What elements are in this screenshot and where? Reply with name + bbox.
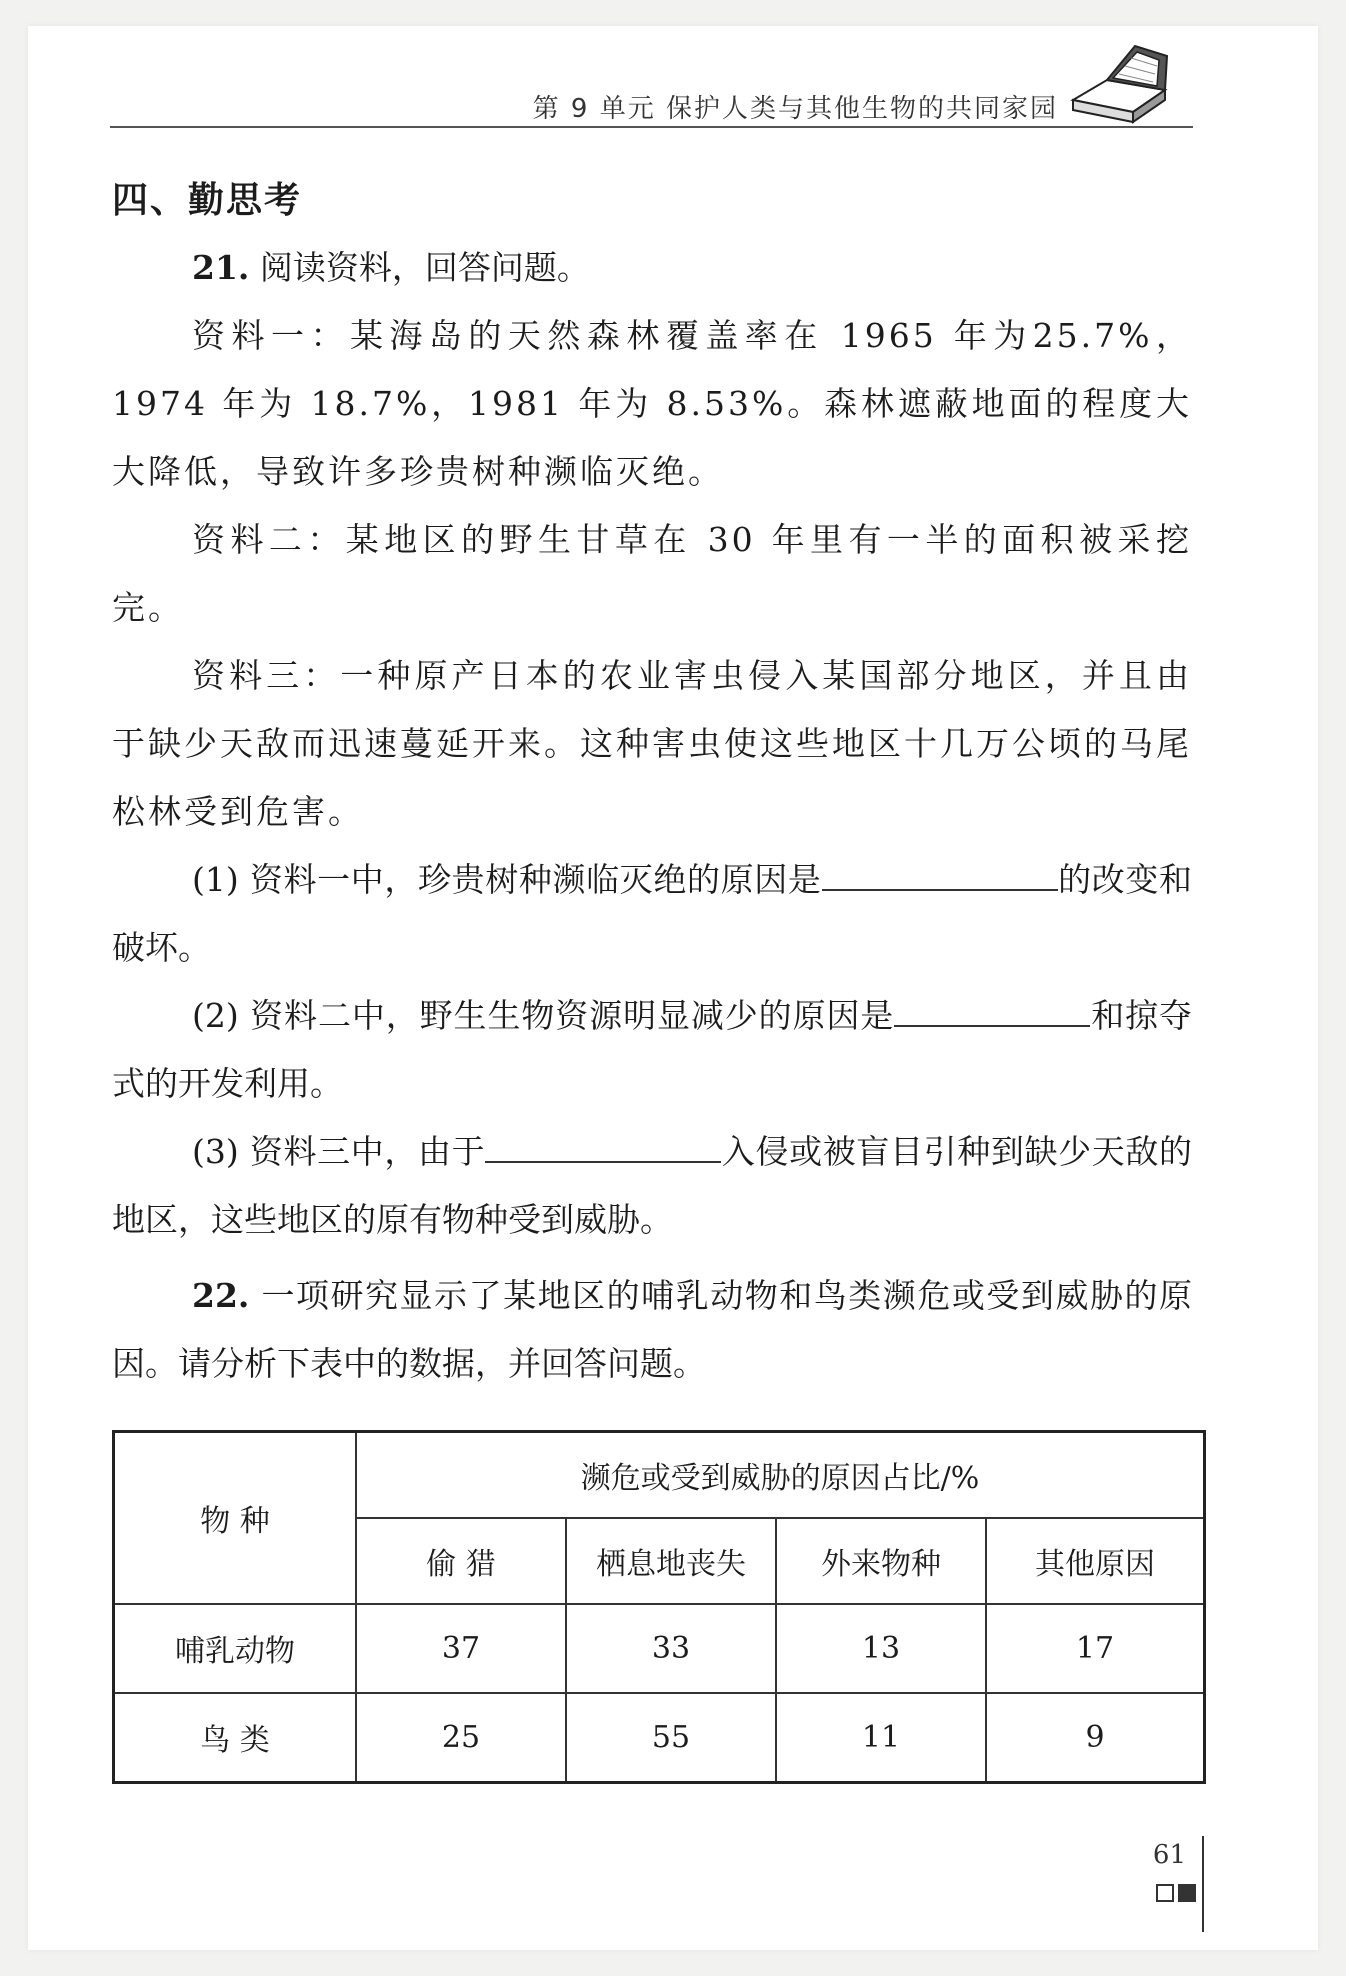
table-row xyxy=(114,1604,1205,1693)
q21-prompt: 阅读资料，回答问题。 xyxy=(259,248,590,287)
table-cell: 25 xyxy=(356,1693,566,1783)
q21-sub-3: (3) 资料三中，由于 入侵或被盲目引种到缺少天敌的地区，这些地区的原有物种受到威胁。 xyxy=(112,1118,1192,1254)
threat-causes-table xyxy=(112,1430,1206,1784)
table-header-row xyxy=(114,1432,1205,1518)
answer-blank-3[interactable] xyxy=(485,1127,721,1163)
page-header xyxy=(110,78,1193,128)
table-cell: 17 xyxy=(986,1604,1205,1693)
q21-sub-2: (2) 资料二中，野生生物资源明显减少的原因是 和掠夺式的开发利用。 xyxy=(112,982,1192,1118)
table-row xyxy=(114,1693,1205,1783)
question-22 xyxy=(112,1262,1192,1398)
footer-rule xyxy=(1202,1836,1204,1932)
column-header: 外来物种 xyxy=(776,1518,986,1604)
column-header: 偷 猎 xyxy=(356,1518,566,1604)
group-header: 濒危或受到威胁的原因占比/% xyxy=(356,1432,1205,1518)
q21-heading xyxy=(112,234,1192,302)
page-marks xyxy=(1156,1884,1196,1902)
table-cell: 33 xyxy=(566,1604,776,1693)
row-label: 哺乳动物 xyxy=(114,1604,357,1693)
table-cell: 37 xyxy=(356,1604,566,1693)
table-cell: 13 xyxy=(776,1604,986,1693)
question-21 xyxy=(112,234,1192,1254)
species-header: 物 种 xyxy=(114,1432,357,1604)
q22-heading xyxy=(112,1262,1192,1398)
q21-sub-1: (1) 资料一中，珍贵树种濒临灭绝的原因是 的改变和破坏。 xyxy=(112,846,1192,982)
q21-number: 21. xyxy=(192,248,250,287)
book-icon xyxy=(1063,38,1173,130)
filled-square-icon xyxy=(1178,1884,1196,1902)
answer-blank-2[interactable] xyxy=(894,991,1090,1027)
unit-title: 第 9 单元 保护人类与其他生物的共同家园 xyxy=(532,94,1058,124)
q22-prompt: 一项研究显示了某地区的哺乳动物和鸟类濒危或受到威胁的原因。请分析下表中的数据，并回答问题。 xyxy=(112,1276,1192,1383)
page-number: 61 xyxy=(1152,1840,1186,1870)
q22-number: 22. xyxy=(192,1276,250,1315)
q21-material-3: 资料三：一种原产日本的农业害虫侵入某国部分地区，并且由于缺少天敌而迅速蔓延开来。这种害虫使这些地区十几万公顷的马尾松林受到危害。 xyxy=(112,656,1192,831)
answer-blank-1[interactable] xyxy=(822,855,1058,891)
q21-material-1: 资料一：某海岛的天然森林覆盖率在 1965 年为25.7%，1974 年为 18.7%，1981 年为 8.53%。森林遮蔽地面的程度大大降低，导致许多珍贵树种濒临灭绝。 xyxy=(112,316,1192,491)
q21-material-2: 资料二：某地区的野生甘草在 30 年里有一半的面积被采挖完。 xyxy=(112,520,1192,627)
section-title: 四、勤思考 xyxy=(112,180,303,221)
table-cell: 55 xyxy=(566,1693,776,1783)
empty-square-icon xyxy=(1156,1884,1174,1902)
row-label: 鸟 类 xyxy=(114,1693,357,1783)
column-header: 其他原因 xyxy=(986,1518,1205,1604)
column-header: 栖息地丧失 xyxy=(566,1518,776,1604)
header-rule xyxy=(110,126,1193,128)
table-cell: 9 xyxy=(986,1693,1205,1783)
table-cell: 11 xyxy=(776,1693,986,1783)
